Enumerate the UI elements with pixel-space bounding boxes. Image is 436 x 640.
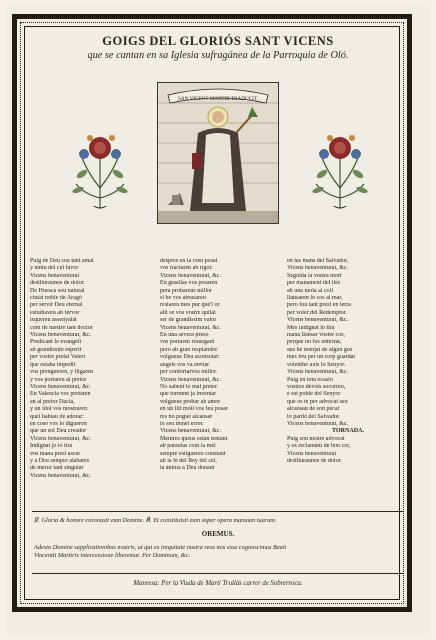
verse-line: y teniu del cel favor — [30, 265, 79, 272]
verse-line: de mercé tant singular — [30, 465, 84, 472]
verse-line: ab la fé del Rey del cel, — [160, 457, 217, 464]
verse-line: despres en la creu posat — [160, 258, 218, 264]
verse-line: y vos portaren al pretor — [30, 376, 87, 383]
verse-line: é est poble del Senyor — [287, 391, 341, 398]
verse-line: TORNADA. — [332, 428, 364, 435]
verse-line: ab paraulas com la mel — [160, 443, 216, 450]
verse-line: En Valencia vos portaren — [30, 391, 91, 398]
verse-line: en las mans del Salvador, — [287, 258, 349, 264]
verse-line: pera probareus millor — [160, 287, 213, 294]
hymn-column-2 — [160, 258, 282, 473]
verse-line: alcansau de son pecat — [287, 406, 340, 413]
verse-line: lo pardó del Salvador. — [287, 413, 341, 420]
flower-bouquet-left — [68, 118, 132, 214]
verse-line: que torment ja inventar — [160, 391, 217, 398]
verse-line: isquereu assenyalát — [30, 317, 77, 324]
verse-line: per manament del tirá — [287, 280, 340, 287]
verse-line: Vicens benaventurat, &c. — [30, 435, 92, 442]
verse-line: deslliuraunos de dolor. — [30, 280, 85, 287]
verse-line: sempre estiguereu constant — [160, 450, 226, 457]
verse-line: vos mana prest ascar — [30, 450, 81, 457]
oremus-heading: OREMUS. — [201, 530, 235, 538]
verse-line: ab una mola al coll — [287, 287, 334, 294]
verse-line: restareu mes pur que'l or — [160, 302, 220, 309]
verse-line: No sabent lo mal pretor — [160, 383, 218, 390]
verse-line: Vicens benaventurat, &c. — [30, 383, 92, 390]
verse-line: per servir Deu eternal — [30, 302, 83, 309]
verse-line: De Huesca sou natural — [30, 287, 85, 294]
document-title: GOIGS DEL GLORIÓS SANT VICENS — [102, 34, 334, 48]
verse-line: llansaren lo cos al mar, — [287, 295, 343, 302]
verse-line: Mentres queus están tentant — [160, 435, 228, 442]
verse-line: volentho axis lo Senyor. — [287, 361, 346, 368]
verse-line: que un sol Deu creador — [30, 428, 87, 435]
verse-line: pero fou tant prest en terra — [287, 302, 351, 309]
verse-line: vostres devots socorreu, — [287, 383, 346, 390]
hymn-column-1 — [30, 258, 152, 480]
verse-line: maná llansar vostre cos, — [287, 332, 346, 339]
verse-line: an al pretor Dacià, — [30, 398, 75, 405]
verse-line: Predicant lo evangeli — [30, 339, 82, 346]
verse-line: ser de grandissim valor — [160, 317, 217, 324]
verse-line: deslliuraunos de dolor. — [287, 457, 342, 464]
verse-line: y un idol vos mostraren — [30, 406, 88, 413]
verse-line: per voler del Redemptor. — [287, 309, 348, 316]
verse-line: ciutat noble de Aragó — [30, 295, 82, 302]
oration-line: Adesto Domine supplicationibus nostris, ut qui ex iniquitate nostra reos nos esse cognoscimus Beati — [34, 544, 287, 551]
verse-line: res no pogué alcansar — [160, 413, 213, 420]
verse-line: Vicens benaventurat, &c. — [160, 376, 222, 383]
verse-line: Vicens benaventurat, &c. — [30, 472, 92, 479]
verse-line: Puig de Deu sou tant amat — [30, 258, 94, 264]
verse-line: Indignat jo lo tira — [30, 443, 73, 450]
verse-line: En graellas vos posaren — [160, 280, 218, 287]
verse-line: quel habiau de adorar: — [30, 413, 84, 420]
verse-line: perque no fos enterrat, — [287, 339, 342, 346]
verse-line: lo seu donét error. — [160, 420, 204, 427]
verse-line: vos prengueren, y lligaren — [30, 369, 94, 376]
verse-line: com de mestre tant doctor — [30, 324, 93, 331]
verse-line: Puig en tota ocasió — [287, 376, 333, 383]
verse-line: en un llit moll vos feu posar — [160, 406, 228, 413]
versicle-response: ℣. Gloria & honore coronasti eum Domine. ℟. Et constituisti eum super opera manuum tuarum. — [34, 517, 277, 524]
divider-line — [32, 511, 404, 512]
verse-line: que estaba impedit — [30, 361, 76, 368]
verse-line: Seguida la vostra mort — [287, 272, 342, 279]
verse-line: per vostre prelat Valeri — [30, 354, 86, 361]
divider-line — [32, 573, 404, 574]
verse-line: Mes indignat lo tirá — [287, 324, 335, 331]
oration-line: Vincentii Martiris intercessione liberemur. Per Dominum, &c. — [34, 551, 190, 559]
saint-figure-illustration — [158, 83, 278, 223]
verse-line: vos tractaren ab rigor. — [160, 265, 213, 272]
verse-line: Vicens benaventurat — [30, 272, 80, 279]
verse-line: Vicens benaventurat, &c. — [160, 324, 222, 331]
saint-engraving — [157, 82, 279, 224]
verse-line: si be vos abrasareu — [160, 295, 206, 302]
verse-line: vos portaren rossegant — [160, 339, 215, 346]
verse-line: volgueus probar ab amor — [160, 398, 221, 405]
verse-line: Vicens benaventurat, &c. — [160, 428, 222, 435]
engraving-banner-text: SAN VICENT MARTIR TRADUCIT. — [177, 96, 259, 102]
verse-line: Vicens benaventurat, &c. — [287, 317, 349, 324]
verse-line: En una severa presó — [160, 332, 209, 339]
verse-line: per confortarvos millor. — [160, 369, 218, 376]
verse-line: y á Deu sempre alabarés — [30, 457, 90, 464]
verse-line: y os reclamám de bon cor, — [287, 443, 351, 450]
verse-line: Vicens benaventurat, &c. — [160, 272, 222, 279]
verse-line: que os te per advocat seu — [287, 398, 348, 405]
verse-line: la ánima á Deu donant — [160, 465, 215, 472]
verse-line: Vicens benaventurat, &c. — [30, 332, 92, 339]
verse-line: pero ab gran resplandor — [160, 346, 218, 353]
verse-line: Vicens benaventurat — [287, 450, 337, 457]
verse-line: Vicens benaventurat, &c. — [287, 420, 349, 427]
verse-line: Vicens benaventurat, &c. — [287, 369, 349, 376]
document-subtitle: que se cantan en sa Iglesia sufragánea de la Parroquia de Oló. — [87, 50, 349, 61]
verse-line: aus he menjat de algun gos — [287, 346, 353, 353]
verse-line: mes fou per un corp guardat — [287, 354, 356, 361]
hymn-column-3 — [287, 258, 409, 465]
flower-bouquet-right — [308, 118, 372, 214]
printer-imprint: Manresa: Per la Viuda de Martí Trullás carrer de Sobrerroca. — [133, 580, 303, 587]
oration-text — [34, 544, 402, 559]
verse-line: alli se vos vostre quilát — [160, 309, 216, 316]
verse-line: Vicens benaventurat, &c. — [287, 265, 349, 272]
verse-line: ab grandissim esperit — [30, 346, 82, 353]
verse-line: angels vos va enviar — [160, 361, 210, 368]
verse-line: Puig sou nostre advocat — [287, 435, 345, 442]
verse-line: en cosè vos lo digueren — [30, 420, 87, 427]
verse-line: estudiaveu ab fervor — [30, 309, 80, 316]
verse-line: volgueus Deu aconsolar: — [160, 354, 220, 361]
